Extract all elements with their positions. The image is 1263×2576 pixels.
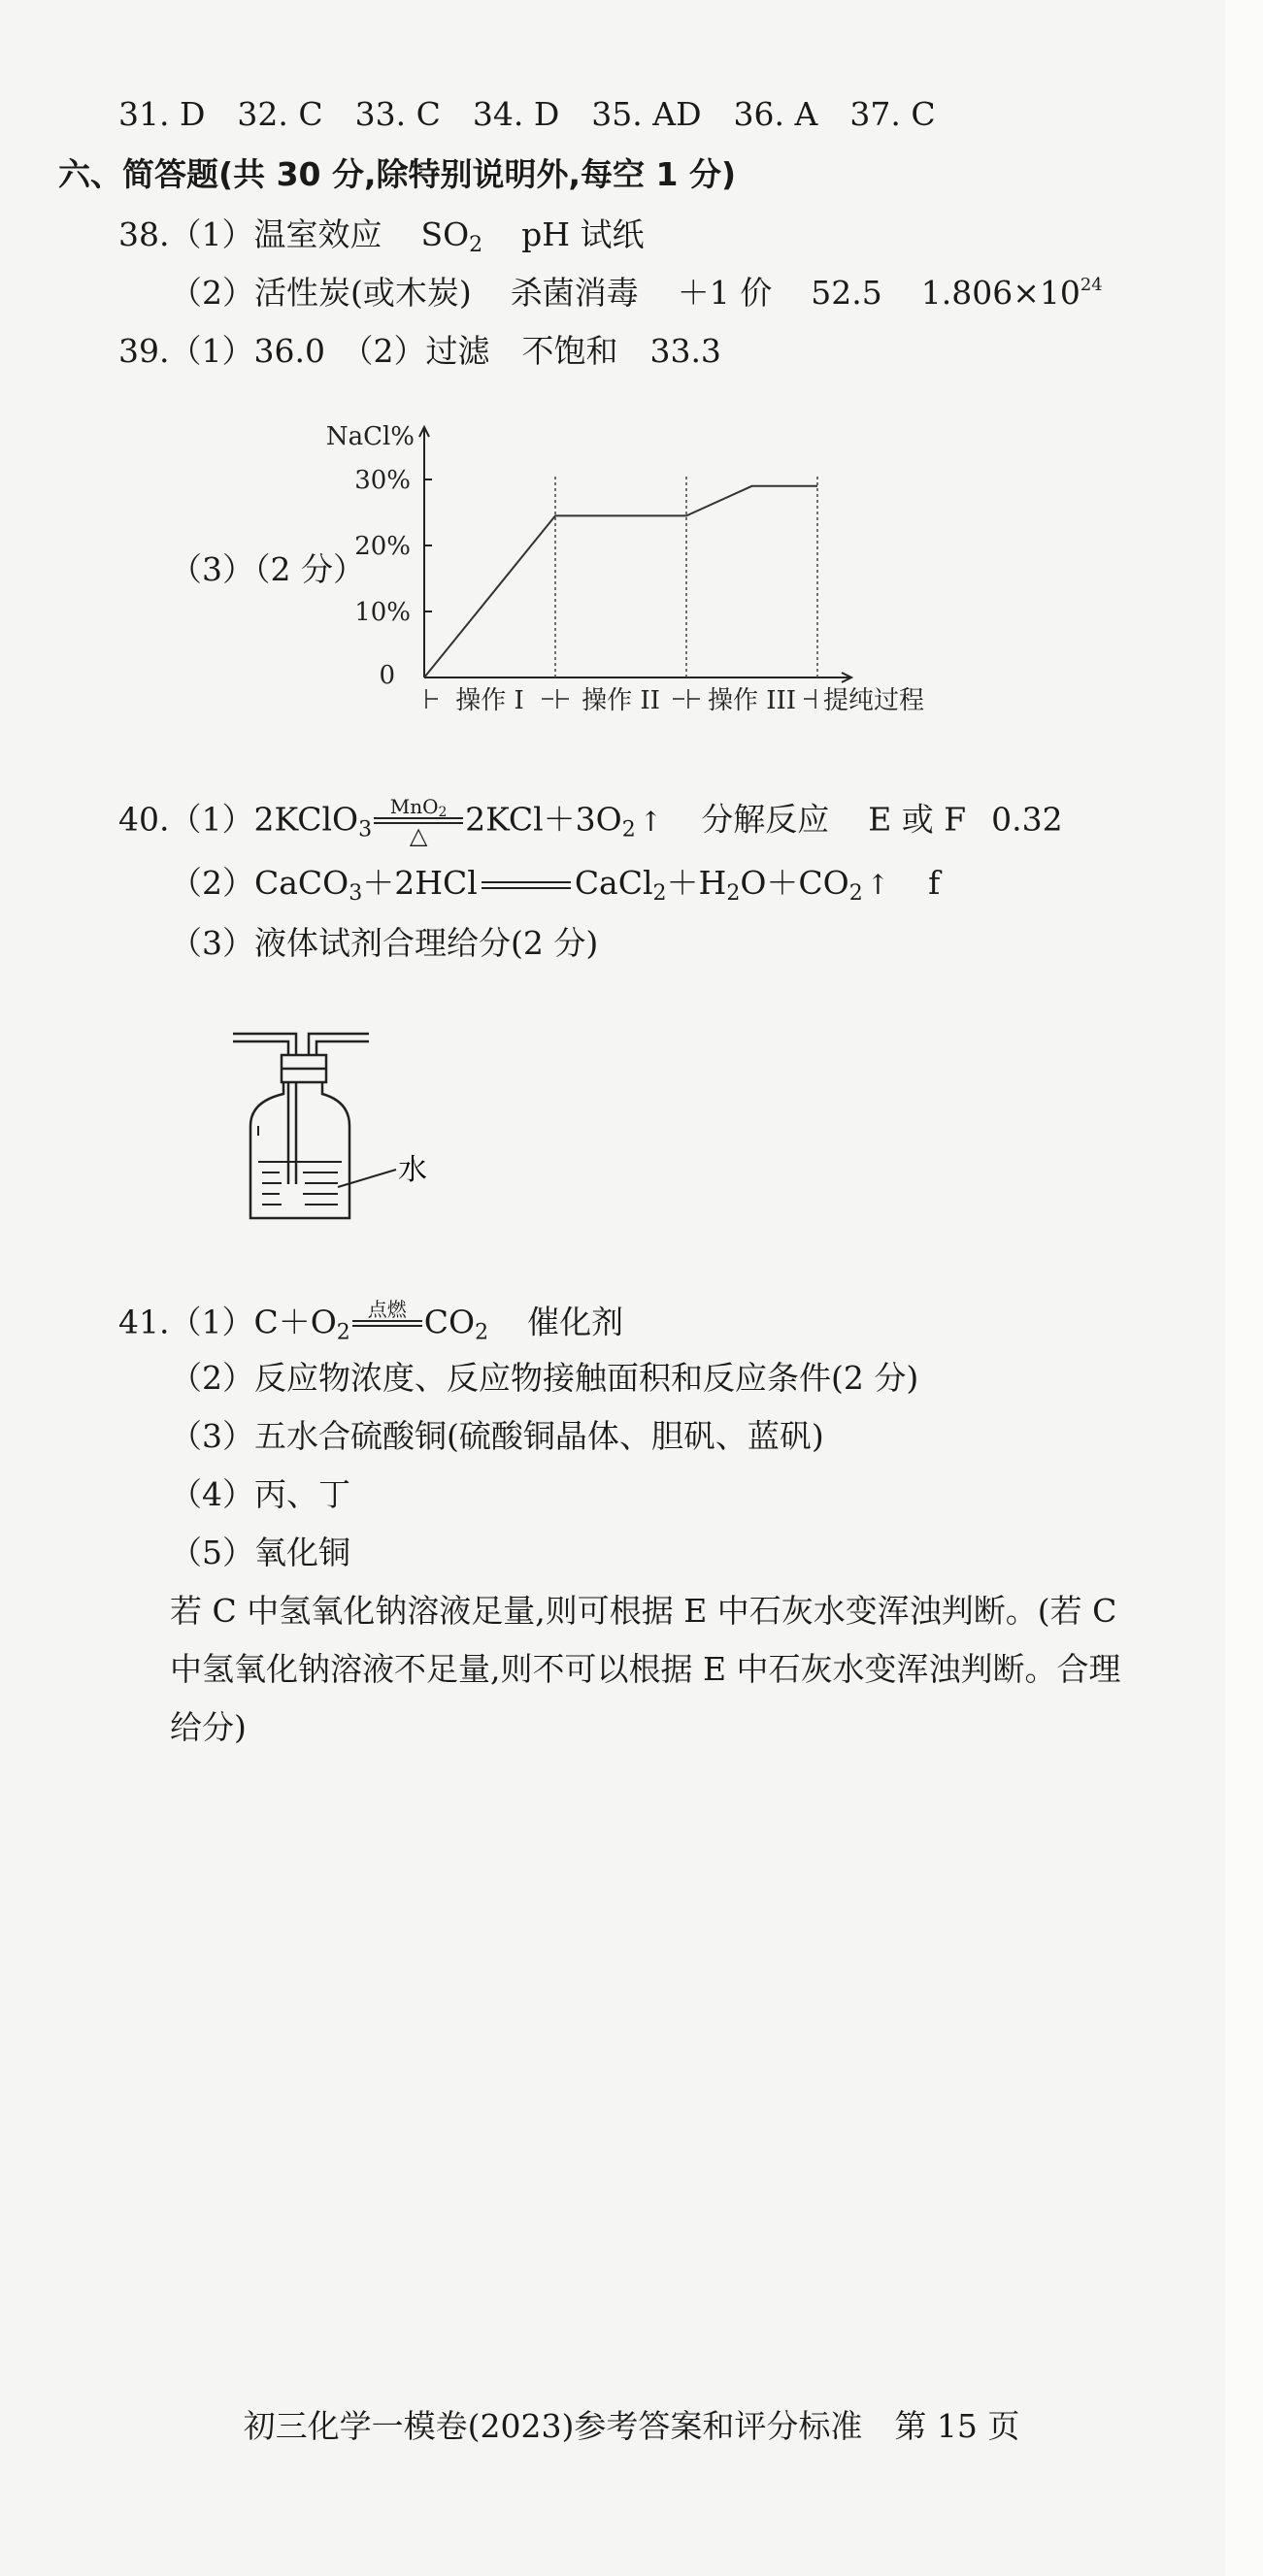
q41-line5: （5）氧化铜 bbox=[170, 1534, 350, 1571]
nacl-chart bbox=[311, 408, 951, 728]
gas-washing-bottle-diagram bbox=[223, 1014, 456, 1238]
chart-axes bbox=[419, 427, 851, 682]
scan-edge bbox=[1225, 0, 1263, 2576]
equals-sign bbox=[482, 881, 571, 889]
x-axis-label: 提纯过程 bbox=[823, 686, 925, 715]
ignite-condition: 点燃 bbox=[352, 1299, 422, 1350]
q38-line2: （2）活性炭(或木炭) 杀菌消毒 ＋1 价 52.5 $1.806\times 10^{24}$ bbox=[170, 274, 1103, 312]
y-axis-label: NaCl% bbox=[325, 422, 415, 451]
q41-line3: （3）五水合硫酸铜(硫酸铜晶体、胆矾、蓝矾) bbox=[170, 1417, 824, 1455]
y-tick-label: 20% bbox=[354, 532, 411, 561]
chart-line bbox=[424, 486, 817, 677]
page-footer: 初三化学一模卷(2023)参考答案和评分标准 第 15 页 bbox=[243, 2407, 1020, 2445]
y-tick-label: 10% bbox=[354, 598, 411, 627]
q41-line1: $41.(1)C+O_2$ 点燃 $CO_2$ 催化剂 bbox=[118, 1299, 623, 1350]
q40-line1: 40.（1）2KClO$_3$ MnO$_2$ △ $2KCl+3O_2$ ↑ 分解反应 E 或 F 0.32 bbox=[118, 795, 1063, 849]
water-label: 水 bbox=[398, 1153, 427, 1187]
x-segment-label: 操作 I bbox=[455, 686, 524, 715]
q39-part3: （3）（2 分） bbox=[170, 550, 365, 588]
chart-guides bbox=[426, 476, 817, 709]
q40-line3: （3）液体试剂合理给分(2 分) bbox=[170, 924, 599, 962]
q38-line1: 38.（1）温室效应 $SO_2$ pH 试纸 bbox=[118, 215, 645, 257]
nacl-series-line bbox=[424, 486, 817, 677]
q41-line4: （4）丙、丁 bbox=[170, 1475, 350, 1513]
reaction-condition: MnO$_2$ △ bbox=[374, 796, 463, 847]
chart-ticks bbox=[354, 466, 432, 690]
q39-line1: 39.（1）36.0 （2）过滤 不饱和 33.3 bbox=[118, 332, 721, 370]
gas-arrow-icon: ↑ bbox=[866, 869, 890, 901]
y-tick-label: 30% bbox=[354, 466, 411, 495]
section-title: 六、简答题(共 30 分,除特别说明外,每空 1 分) bbox=[58, 155, 737, 193]
x-segment-label: 操作 III bbox=[707, 686, 797, 715]
chart-labels bbox=[326, 422, 924, 715]
gas-arrow-icon: ↑ bbox=[639, 805, 663, 838]
answers-31-37: 31. D 32. C 33. C 34. D 35. AD 36. A 37. C bbox=[118, 95, 936, 133]
q40-line2: （2）CaCO$_3$＋2HCl $CaCl_2+H_2O+CO_2$ ↑ f bbox=[170, 864, 941, 906]
q41-line2: （2）反应物浓度、反应物接触面积和反应条件(2 分) bbox=[170, 1359, 919, 1397]
q41-note: 若 C 中氢氧化钠溶液足量,则可根据 E 中石灰水变浑浊判断。(若 C 中氢氧化钠溶液不足量,则不可以根据 E 中石灰水变浑浊判断。合理给分) bbox=[170, 1592, 1121, 1746]
x-segment-label: 操作 II bbox=[582, 686, 660, 715]
origin-label: 0 bbox=[379, 661, 395, 690]
